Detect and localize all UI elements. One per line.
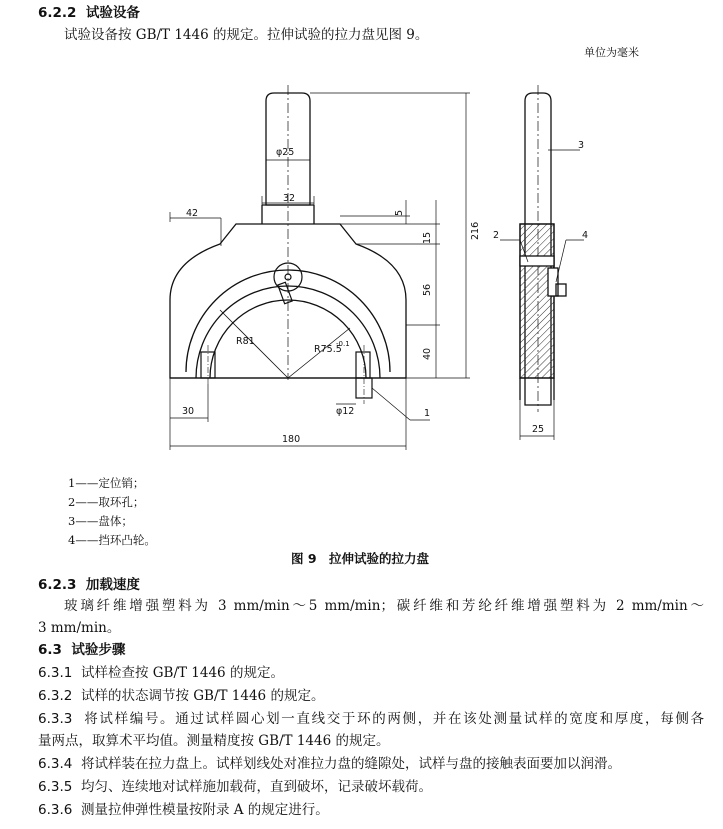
step-6-3-4: 6.3.4 将试样装在拉力盘上。试样划线处对准拉力盘的缝隙处，试样与盘的接触表面要加以润滑。 bbox=[38, 756, 621, 772]
section-6-2-2-text: 试验设备按 GB/T 1446 的规定。拉伸试验的拉力盘见图 9。 bbox=[64, 27, 429, 43]
callout-3: 3 bbox=[578, 140, 585, 151]
dim-phi25: φ25 bbox=[276, 147, 295, 158]
legend-item-4: 4——挡环凸轮。 bbox=[68, 533, 156, 547]
dim-r81: R81 bbox=[236, 336, 255, 347]
dim-216: 216 bbox=[470, 221, 481, 240]
side-view bbox=[520, 85, 566, 412]
callout-1: 1 bbox=[424, 408, 431, 419]
step-6-3-6: 6.3.6 测量拉伸弹性模量按附录 A 的规定进行。 bbox=[38, 802, 329, 818]
figure-caption: 图 9 拉伸试验的拉力盘 bbox=[291, 551, 430, 566]
shaft bbox=[262, 85, 314, 380]
step-6-3-3: 6.3.3 将试样编号。通过试样圆心划一直线交于环的两侧，并在该处测量试样的宽度和厚度，每侧各 bbox=[38, 711, 704, 727]
step-6-3-1: 6.3.1 试样检查按 GB/T 1446 的规定。 bbox=[38, 665, 284, 681]
callout-2: 2 bbox=[493, 230, 500, 241]
unit-note: 单位为毫米 bbox=[584, 46, 639, 59]
step-6-3-3-cont: 量两点，取算术平均值。测量精度按 GB/T 1446 的规定。 bbox=[38, 733, 390, 749]
section-6-2-3-line1: 玻璃纤维增强塑料为 3 mm/min～5 mm/min；碳纤维和芳纶纤维增强塑料为 2 mm/min～ bbox=[64, 598, 704, 614]
dim-30: 30 bbox=[182, 406, 195, 417]
legend-item-3: 3——盘体； bbox=[68, 514, 133, 528]
step-6-3-2: 6.3.2 试样的状态调节按 GB/T 1446 的规定。 bbox=[38, 688, 325, 704]
section-6-2-3-line2: 3 mm/min。 bbox=[38, 620, 121, 636]
legend-item-1: 1——定位销； bbox=[68, 476, 145, 490]
locating-pins bbox=[201, 345, 372, 404]
step-6-3-5: 6.3.5 均匀、连续地对试样施加载荷，直到破坏，记录破坏载荷。 bbox=[38, 779, 432, 795]
dim-40: 40 bbox=[422, 347, 433, 360]
dim-32: 32 bbox=[283, 193, 296, 204]
callout-4: 4 bbox=[582, 230, 589, 241]
dim-r75: R75.5 bbox=[314, 344, 342, 355]
section-6-3-heading: 6.3 试验步骤 bbox=[38, 642, 126, 658]
dim-phi12: φ12 bbox=[336, 406, 355, 417]
right-dims bbox=[310, 93, 470, 378]
dim-56: 56 bbox=[422, 283, 433, 296]
dim-5: 5 bbox=[394, 209, 405, 216]
section-6-2-2-heading: 6.2.2 试验设备 bbox=[38, 5, 140, 21]
legend-item-2: 2——取环孔； bbox=[68, 495, 145, 509]
dim-42: 42 bbox=[186, 208, 199, 219]
section-6-2-3-heading: 6.2.3 加载速度 bbox=[38, 577, 140, 593]
dim-180: 180 bbox=[282, 434, 301, 445]
dim-r75-tol: -0.1 bbox=[336, 340, 350, 348]
dim-25: 25 bbox=[532, 424, 545, 435]
dim-15: 15 bbox=[422, 231, 433, 244]
